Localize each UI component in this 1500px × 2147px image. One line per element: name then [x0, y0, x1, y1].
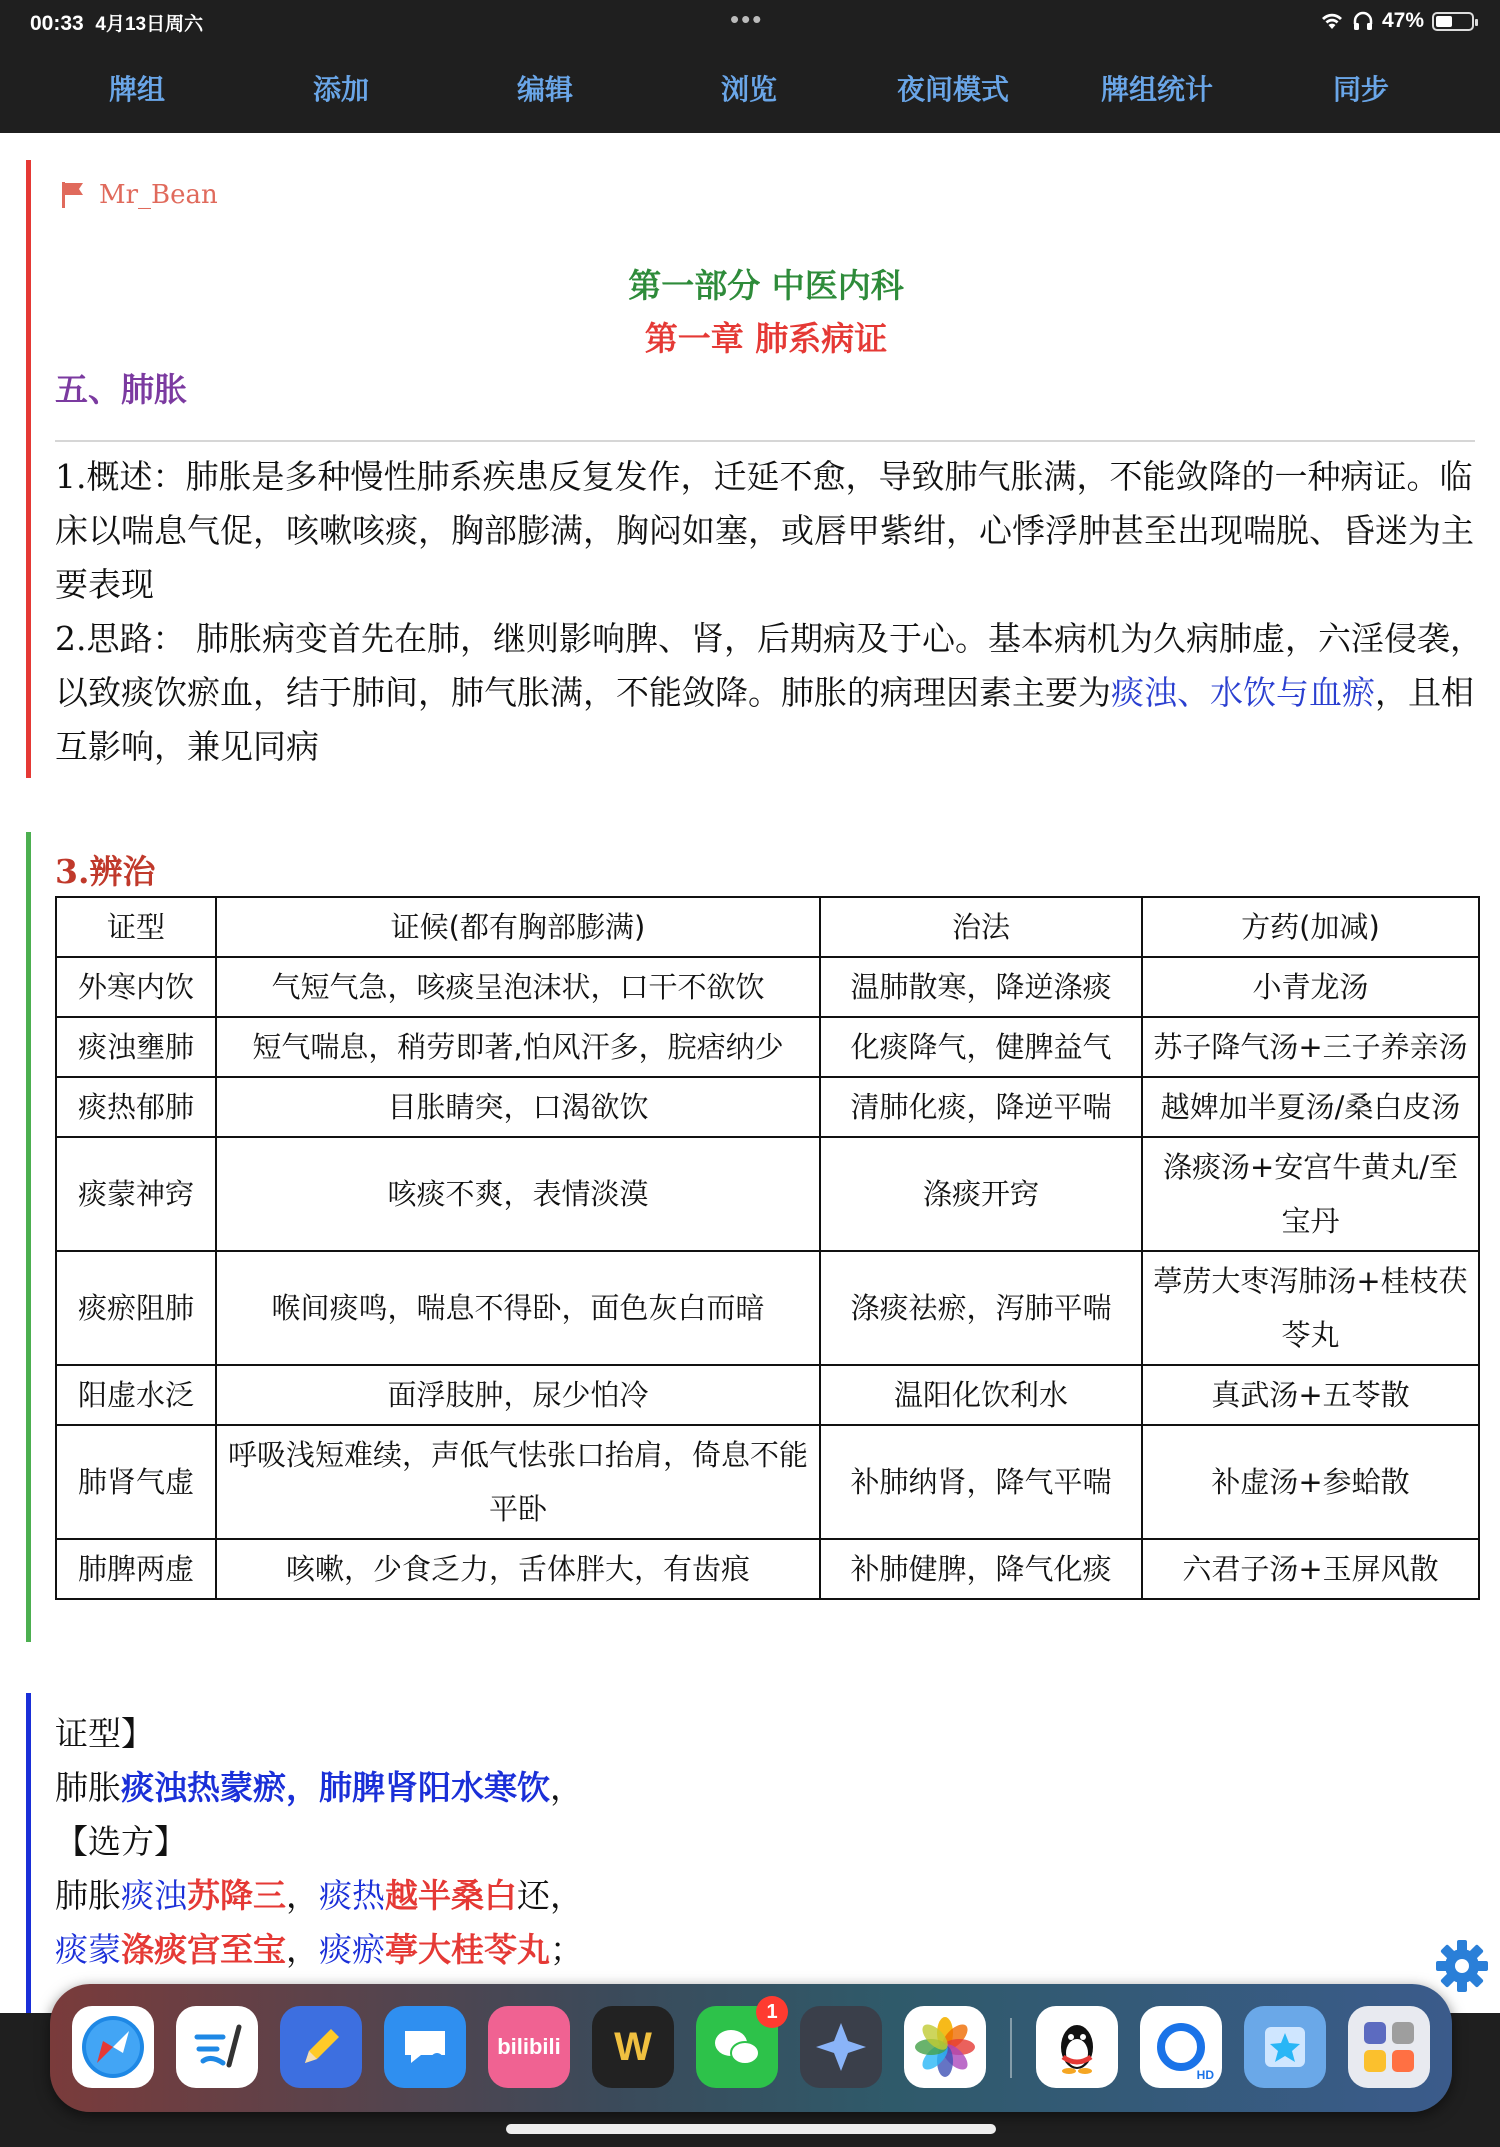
- table-cell: 化痰降气，健脾益气: [820, 1017, 1142, 1077]
- diagnosis-table: [55, 896, 1480, 1600]
- app-dock: [50, 1984, 1452, 2112]
- mnemonic-text: [55, 1707, 583, 1977]
- diagnosis-card: [26, 832, 1476, 1642]
- table-cell: 补肺纳肾，降气平喘: [820, 1425, 1142, 1539]
- notification-badge: 1: [756, 1996, 788, 2028]
- chat-bubble-icon[interactable]: [384, 2006, 466, 2088]
- table-header-cell: 证候(都有胸部膨满): [216, 897, 820, 957]
- flag-icon: [59, 180, 89, 210]
- table-cell: 温阳化饮利水: [820, 1365, 1142, 1425]
- table-row: [56, 1425, 1479, 1539]
- table-cell: 外寒内饮: [56, 957, 216, 1017]
- app-folder-icon[interactable]: [1348, 2006, 1430, 2088]
- nav-decks[interactable]: 牌组: [108, 73, 166, 106]
- table-row: [56, 1365, 1479, 1425]
- qq-icon[interactable]: [1036, 2006, 1118, 2088]
- thinking-highlight: 痰浊、水饮与血瘀: [1111, 673, 1375, 712]
- table-header-cell: 方药(加减): [1142, 897, 1479, 957]
- gear-icon[interactable]: [1432, 1936, 1492, 1996]
- table-cell: 气短气急，咳痰呈泡沫状，口干不欲饮: [216, 957, 820, 1017]
- headphones-icon: [1352, 11, 1374, 31]
- table-row: [56, 1017, 1479, 1077]
- table-cell: 阳虚水泛: [56, 1365, 216, 1425]
- chapter-title: 第一章 肺系病证: [644, 319, 888, 358]
- mnemonic-line: 肺胀痰浊热蒙瘀，肺脾肾阳水寒饮，: [55, 1768, 583, 1807]
- thinking-text: 2.思路： 肺胀病变首先在肺，继则影响脾、肾，后期病及于心。基本病机为久病肺虚，六淫侵袭，以致痰饮瘀血，结于肺间，肺气胀满，不能敛降。肺胀的病理因素主要为: [55, 619, 1483, 712]
- nav-sync[interactable]: 同步: [1332, 73, 1390, 106]
- table-cell: 肺脾两虚: [56, 1539, 216, 1599]
- nav-add[interactable]: 添加: [312, 73, 370, 106]
- table-cell: 喉间痰鸣，喘息不得卧，面色灰白而暗: [216, 1251, 820, 1365]
- wps-icon[interactable]: W: [592, 2006, 674, 2088]
- mnemonic-line: 【选方】: [55, 1822, 187, 1861]
- table-cell: 苏子降气汤+三子养亲汤: [1142, 1017, 1479, 1077]
- table-cell: 目胀睛突，口渴欲饮: [216, 1077, 820, 1137]
- table-cell: 温肺散寒，降逆涤痰: [820, 957, 1142, 1017]
- table-row: [56, 1251, 1479, 1365]
- freeform-icon[interactable]: [176, 2006, 258, 2088]
- table-cell: 肺肾气虚: [56, 1425, 216, 1539]
- table-cell: 痰浊壅肺: [56, 1017, 216, 1077]
- thinking-paragraph: [55, 612, 1485, 774]
- mnemonic-line: 证型】: [55, 1714, 154, 1753]
- nav-night-mode[interactable]: 夜间模式: [896, 73, 1010, 106]
- table-cell: 越婢加半夏汤/桑白皮汤: [1142, 1077, 1479, 1137]
- wechat-icon[interactable]: [696, 2000, 778, 2088]
- thinking-suffix: ，且相互影响，兼见同病: [55, 673, 1474, 766]
- mnemonic-card: [26, 1693, 1476, 2013]
- status-time: 00:33: [30, 12, 84, 35]
- table-cell: 咳痰不爽，表情淡漠: [216, 1137, 820, 1251]
- table-header-row: [56, 897, 1479, 957]
- mnemonic-line: 肺胀痰浊苏降三，痰热越半桑白还，: [55, 1876, 583, 1915]
- diagnosis-title: 3.辨治: [55, 852, 156, 891]
- battery-percent: 47%: [1381, 9, 1424, 32]
- table-cell: 短气喘息，稍劳即著,怕风汗多，脘痞纳少: [216, 1017, 820, 1077]
- overview-card: [26, 160, 1483, 778]
- hd-browser-icon[interactable]: [1140, 2006, 1222, 2088]
- pencil-icon[interactable]: [280, 2006, 362, 2088]
- nav-edit[interactable]: 编辑: [516, 73, 574, 106]
- table-cell: 六君子汤+玉屏风散: [1142, 1539, 1479, 1599]
- table-cell: 涤痰开窍: [820, 1137, 1142, 1251]
- toolbar-nav: [0, 44, 1500, 132]
- safari-icon[interactable]: [72, 2006, 154, 2088]
- part-title: 第一部分 中医内科: [628, 266, 904, 305]
- dock-separator: [1010, 2018, 1012, 2078]
- status-date: 4月13日周六: [95, 14, 204, 35]
- table-cell: 葶苈大枣泻肺汤+桂枝茯苓丸: [1142, 1251, 1479, 1365]
- table-cell: 补虚汤+参蛤散: [1142, 1425, 1479, 1539]
- wifi-icon: [1320, 12, 1344, 30]
- overview-paragraph: 1.概述：肺胀是多种慢性肺系疾患反复发作，迁延不愈，导致肺气胀满，不能敛降的一种病证。临床以喘息气促，咳嗽咳痰，胸部膨满，胸闷如塞，或唇甲紫绀，心悸浮肿甚至出现喘脱、昏迷为主要表现: [55, 457, 1474, 604]
- divider: [55, 440, 1475, 442]
- status-bar: [0, 0, 1500, 44]
- table-cell: 痰蒙神窍: [56, 1137, 216, 1251]
- hd-label: HD: [1196, 2068, 1214, 2082]
- author-name: Mr_Bean: [99, 180, 218, 210]
- table-cell: 补肺健脾，降气化痰: [820, 1539, 1142, 1599]
- table-row: [56, 1137, 1479, 1251]
- table-cell: 呼吸浅短难续，声低气怯张口抬肩，倚息不能平卧: [216, 1425, 820, 1539]
- table-cell: 痰瘀阻肺: [56, 1251, 216, 1365]
- multitask-dots-icon[interactable]: •••: [730, 4, 764, 34]
- table-cell: 涤痰汤+安宫牛黄丸/至宝丹: [1142, 1137, 1479, 1251]
- table-cell: 咳嗽，少食乏力，舌体胖大，有齿痕: [216, 1539, 820, 1599]
- bilibili-icon[interactable]: bilibili: [488, 2006, 570, 2088]
- mnemonic-line: 痰蒙涤痰宫至宝，痰瘀葶大桂苓丸；: [55, 1930, 583, 1969]
- home-indicator[interactable]: [506, 2124, 996, 2134]
- table-row: [56, 1077, 1479, 1137]
- table-cell: 涤痰祛瘀，泻肺平喘: [820, 1251, 1142, 1365]
- table-cell: 小青龙汤: [1142, 957, 1479, 1017]
- author-tag: [59, 180, 218, 210]
- section-title: 五、肺胀: [55, 370, 187, 409]
- nav-deck-stats[interactable]: 牌组统计: [1100, 73, 1214, 106]
- table-row: [56, 957, 1479, 1017]
- photos-icon[interactable]: [904, 2006, 986, 2088]
- table-cell: 真武汤+五苓散: [1142, 1365, 1479, 1425]
- card-content: [0, 133, 1500, 2013]
- table-cell: 痰热郁肺: [56, 1077, 216, 1137]
- table-cell: 清肺化痰，降逆平喘: [820, 1077, 1142, 1137]
- table-header-cell: 治法: [820, 897, 1142, 957]
- table-cell: 面浮肢肿，尿少怕冷: [216, 1365, 820, 1425]
- table-row: [56, 1539, 1479, 1599]
- battery-icon: [1432, 12, 1474, 31]
- overview-text: [55, 450, 1485, 774]
- nav-browse[interactable]: 浏览: [720, 73, 778, 106]
- table-header-cell: 证型: [56, 897, 216, 957]
- star-app-icon[interactable]: [1244, 2006, 1326, 2088]
- spark-icon[interactable]: [800, 2006, 882, 2088]
